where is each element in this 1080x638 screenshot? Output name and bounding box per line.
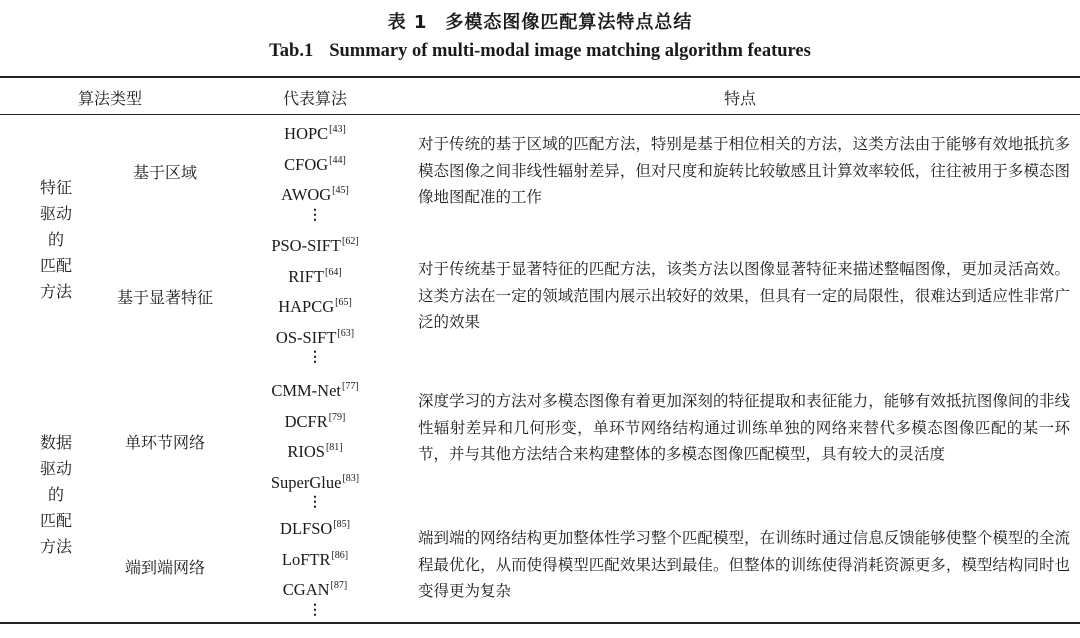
header-rule (0, 114, 1080, 115)
header-representative-algorithms: 代表算法 (282, 89, 347, 108)
algorithm-list (240, 229, 390, 363)
citation: [64] (325, 266, 342, 278)
algorithm-name: HAPCG (278, 297, 335, 316)
citation: [63] (337, 327, 355, 339)
category-line: 匹配 (39, 511, 72, 530)
algorithm-name: LoFTR (281, 549, 331, 569)
algorithm-name: CGAN (282, 580, 330, 599)
algorithm-name: CFOG (284, 154, 329, 174)
algorithm-name: CMM-Net (271, 381, 341, 400)
algorithm-name: RIFT (288, 266, 325, 286)
table-title-en: Summary of multi-modal image matching algorithm features (329, 41, 811, 61)
category-line: 匹配 (39, 256, 72, 275)
header-algorithm-type: 算法类型 (77, 89, 142, 108)
category-feature-driven (30, 175, 82, 305)
citation: [77] (342, 381, 359, 392)
category-data-driven (30, 430, 82, 560)
algorithm-entry (240, 148, 390, 179)
table-caption-cn (0, 8, 1080, 34)
algorithm-name: PSO-SIFT (271, 236, 342, 255)
features-text: 深度学习的方法对多模态图像有着更加深刻的特征提取和表征能力，能够有效抵抗图像间的非线性辐射差异和几何形变，单环节网络结构通过训练单独的网络来替代多模态图像匹配的某一环节，并与其他方法结合来构建整体的多模态图像匹配模型，具有较大的灵活度 (418, 392, 1070, 463)
features-text: 对于传统基于显著特征的匹配方法，该类方法以图像显著特征来描述整幅图像，更加灵活高效。这类方法在一定的领域范围内展示出较好的效果，但具有一定的局限性，很难达到适应性非常广泛的效果 (418, 260, 1070, 331)
algorithm-entry (240, 573, 390, 604)
category-line: 方法 (39, 282, 72, 301)
citation: [85] (333, 519, 350, 530)
algorithm-name: OS-SIFT (275, 327, 337, 347)
ellipsis-icon: ⋮ (308, 602, 322, 618)
algorithm-entry (240, 374, 390, 405)
header-features: 特点 (723, 89, 756, 108)
citation: [62] (342, 236, 359, 247)
algorithm-entry (240, 290, 390, 321)
algorithm-entry (240, 512, 390, 543)
features-text: 端到端的网络结构更加整体性学习整个匹配模型，在训练时通过信息反馈能够使整个模型的全流程最优化，从而使得模型匹配效果达到最佳。但整体的训练使得消耗资源更多，模型结构同时也变得更为复杂 (418, 529, 1070, 600)
category-line: 的 (47, 230, 64, 249)
algorithm-name: SuperGlue (270, 472, 342, 492)
category-line: 驱动 (39, 204, 72, 223)
citation: [81] (325, 442, 343, 453)
ellipsis-icon: ⋮ (308, 495, 322, 510)
subtype-single-stage-network: 单环节网络 (124, 433, 205, 452)
ellipsis-icon: ⋮ (308, 350, 322, 365)
algorithm-list (240, 374, 390, 508)
subtype-region-based: 基于区域 (132, 163, 197, 182)
algorithm-entry (240, 435, 390, 466)
algorithm-name: DLFSO (280, 519, 333, 538)
citation: [44] (329, 154, 346, 166)
citation: [87] (330, 580, 348, 591)
top-rule (0, 76, 1080, 78)
bottom-rule (0, 622, 1080, 624)
table-caption-en (0, 41, 1080, 62)
citation: [86] (331, 549, 349, 561)
citation: [45] (332, 185, 349, 196)
algorithm-name: HOPC (284, 124, 329, 143)
algorithm-entry (240, 117, 390, 148)
table-number-cn: 表 1 (387, 12, 428, 33)
category-line: 驱动 (39, 459, 72, 478)
citation: [65] (335, 297, 352, 308)
ellipsis-icon: ⋮ (308, 207, 322, 223)
features-text: 对于传统的基于区域的匹配方法，特别是基于相位相关的方法，这类方法由于能够有效地抵抗多模态图像之间非线性辐射差异，但对尺度和旋转比较敏感且计算效率较低，往往被用于多模态图像地图配准的工作 (418, 135, 1070, 206)
algorithm-entry (240, 466, 390, 497)
citation: [83] (342, 472, 360, 484)
algorithm-list (240, 117, 390, 221)
subtype-end-to-end-network: 端到端网络 (124, 558, 205, 577)
table-title-cn: 多模态图像匹配算法特点总结 (445, 12, 693, 33)
algorithm-name: RIOS (287, 442, 325, 461)
category-line: 特征 (39, 178, 72, 197)
subtype-salient-feature: 基于显著特征 (116, 288, 213, 307)
category-line: 方法 (39, 537, 72, 556)
algorithm-name: DCFR (284, 411, 328, 431)
algorithm-entry (240, 543, 390, 574)
algorithm-entry (240, 321, 390, 352)
citation: [79] (328, 411, 346, 423)
algorithm-entry (240, 178, 390, 209)
citation: [43] (329, 124, 346, 135)
algorithm-list (240, 512, 390, 616)
category-line: 的 (47, 485, 64, 504)
category-line: 数据 (39, 433, 72, 452)
table-number-en: Tab.1 (269, 41, 314, 61)
algorithm-entry (240, 405, 390, 436)
algorithm-name: AWOG (281, 185, 332, 204)
algorithm-entry (240, 260, 390, 291)
algorithm-entry (240, 229, 390, 260)
